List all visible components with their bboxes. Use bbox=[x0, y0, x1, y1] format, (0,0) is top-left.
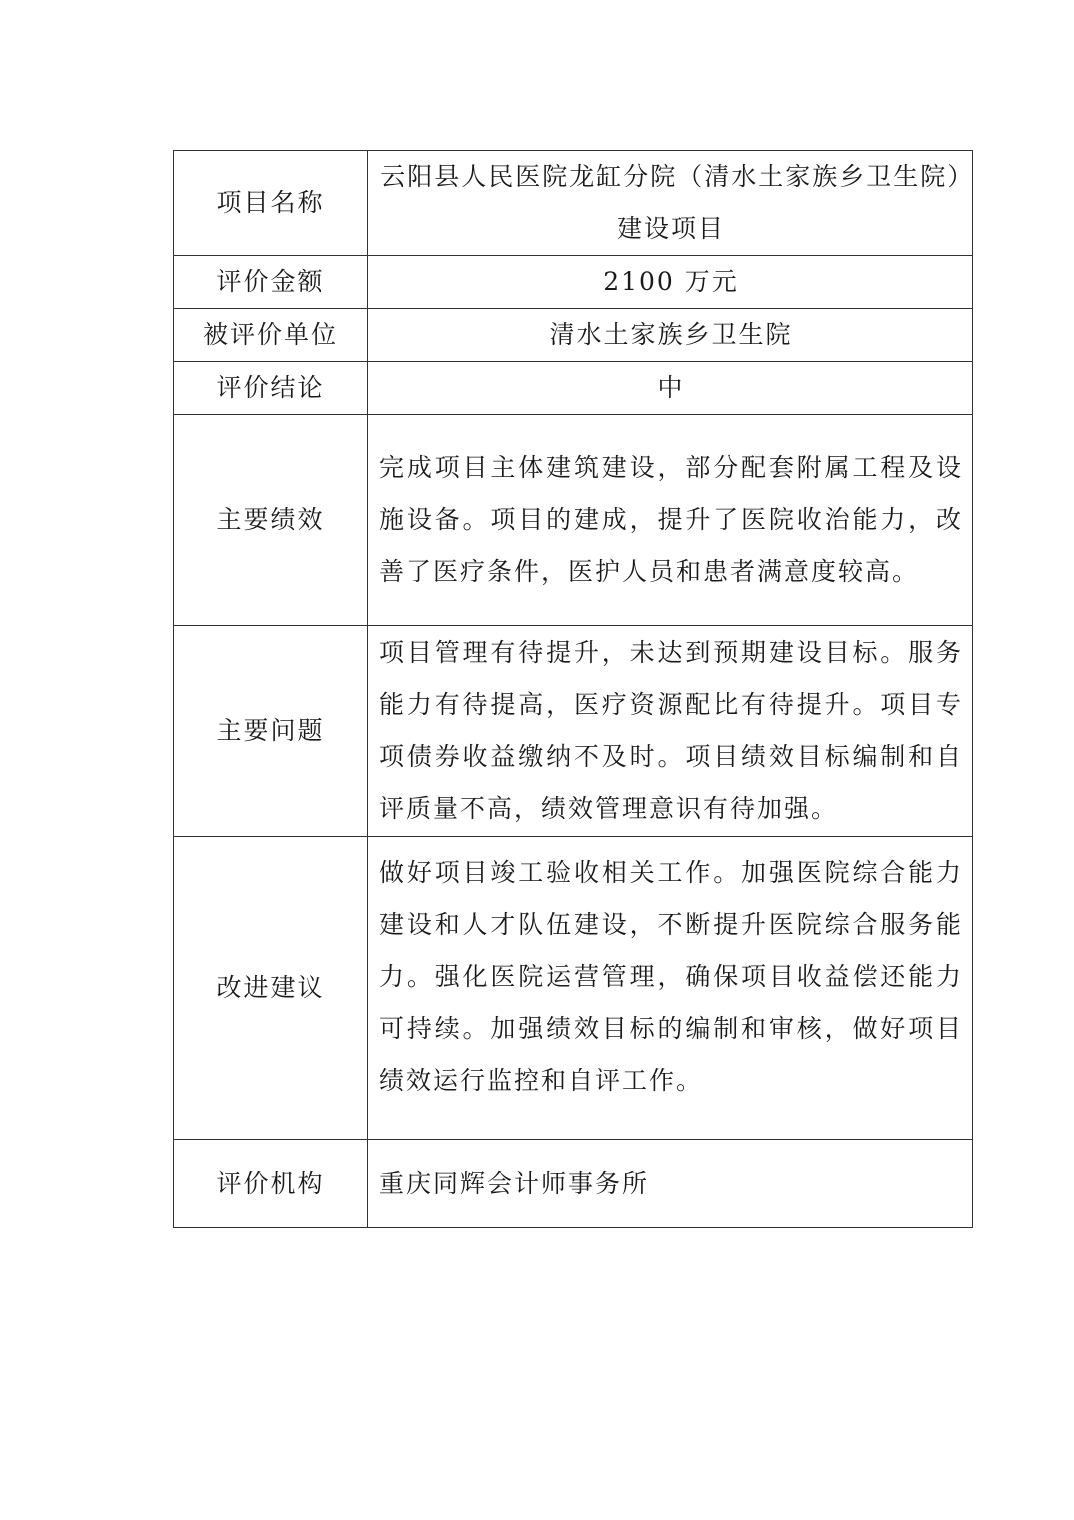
table-row-main-problems bbox=[174, 626, 973, 837]
label-main-problems: 主要问题 bbox=[174, 626, 368, 837]
label-evaluation-conclusion: 评价结论 bbox=[174, 362, 368, 415]
label-main-performance: 主要绩效 bbox=[174, 415, 368, 626]
table-row-project-name bbox=[174, 151, 973, 256]
table-row-evaluated-unit bbox=[174, 309, 973, 362]
label-improvement-suggestions: 改进建议 bbox=[174, 837, 368, 1140]
table-row-improvement-suggestions bbox=[174, 837, 973, 1140]
value-main-performance: 完成项目主体建筑建设，部分配套附属工程及设施设备。项目的建成，提升了医院收治能力，改善了医疗条件，医护人员和患者满意度较高。 bbox=[368, 415, 973, 626]
value-evaluation-amount: 2100 万元 bbox=[368, 256, 973, 309]
value-main-problems: 项目管理有待提升，未达到预期建设目标。服务能力有待提高，医疗资源配比有待提升。项目专项债券收益缴纳不及时。项目绩效目标编制和自评质量不高，绩效管理意识有待加强。 bbox=[368, 626, 973, 837]
label-evaluation-agency: 评价机构 bbox=[174, 1140, 368, 1228]
evaluation-table bbox=[173, 150, 973, 1228]
table-row-evaluation-amount bbox=[174, 256, 973, 309]
value-evaluated-unit: 清水土家族乡卫生院 bbox=[368, 309, 973, 362]
value-improvement-suggestions: 做好项目竣工验收相关工作。加强医院综合能力建设和人才队伍建设，不断提升医院综合服务能力。强化医院运营管理，确保项目收益偿还能力可持续。加强绩效目标的编制和审核，做好项目绩效运行监控和自评工作。 bbox=[368, 837, 973, 1140]
label-project-name: 项目名称 bbox=[174, 151, 368, 256]
value-project-name: 云阳县人民医院龙缸分院（清水土家族乡卫生院）建设项目 bbox=[368, 151, 973, 256]
value-evaluation-conclusion: 中 bbox=[368, 362, 973, 415]
label-evaluation-amount: 评价金额 bbox=[174, 256, 368, 309]
label-evaluated-unit: 被评价单位 bbox=[174, 309, 368, 362]
table-row-evaluation-agency bbox=[174, 1140, 973, 1228]
table-row-main-performance bbox=[174, 415, 973, 626]
value-evaluation-agency: 重庆同辉会计师事务所 bbox=[368, 1140, 973, 1228]
table-row-evaluation-conclusion bbox=[174, 362, 973, 415]
